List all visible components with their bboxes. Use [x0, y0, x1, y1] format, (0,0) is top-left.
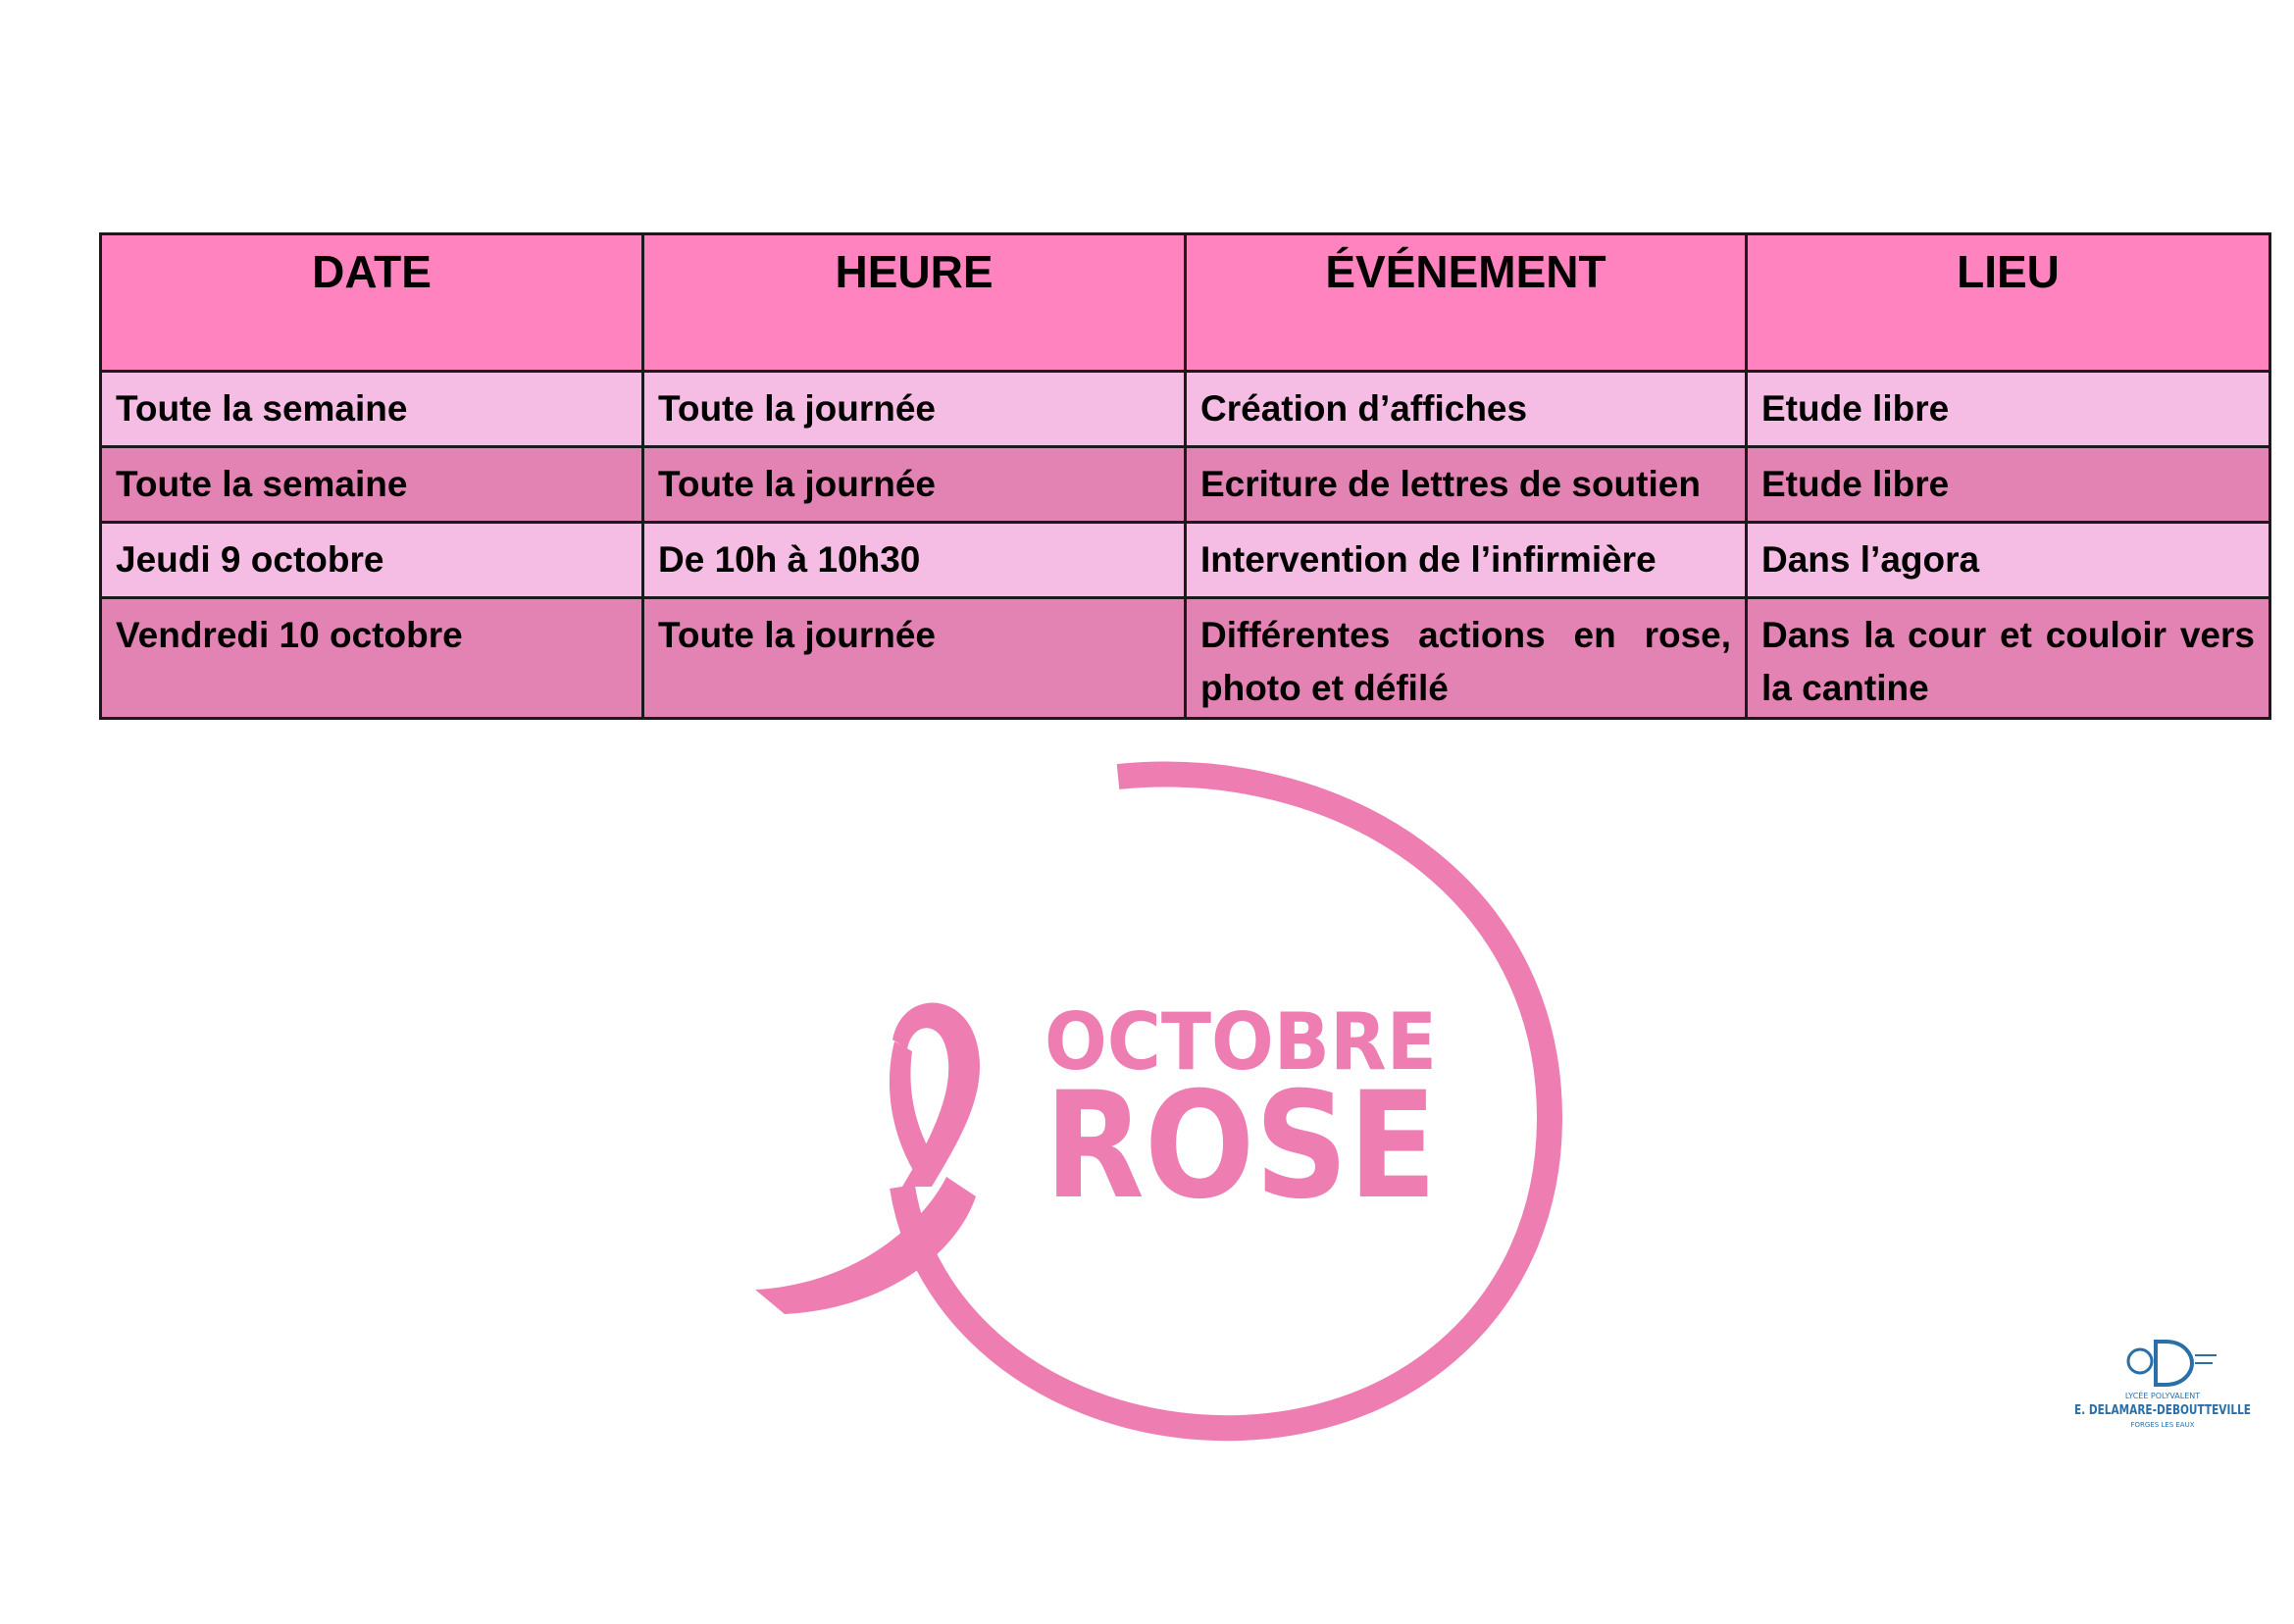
- cell-heure: Toute la journée: [643, 372, 1186, 447]
- school-logo-town: FORGES LES EAUX: [2130, 1421, 2195, 1429]
- cell-lieu: Etude libre: [1747, 372, 2270, 447]
- cell-date: Vendredi 10 octobre: [101, 598, 643, 719]
- cell-evenement: Ecriture de lettres de soutien: [1186, 447, 1747, 523]
- schedule-table: [99, 232, 2271, 720]
- header-date: DATE: [101, 234, 643, 372]
- logo-line-octobre: OCTOBRE: [1045, 996, 1437, 1088]
- table-row: [101, 523, 2270, 598]
- cell-heure: Toute la journée: [643, 598, 1186, 719]
- cell-lieu: Dans l’agora: [1747, 523, 2270, 598]
- table-row: [101, 447, 2270, 523]
- cell-lieu: Etude libre: [1747, 447, 2270, 523]
- school-logo: [2069, 1334, 2256, 1442]
- header-heure: HEURE: [643, 234, 1186, 372]
- school-logo-name: E. DELAMARE-DEBOUTTEVILLE: [2074, 1403, 2251, 1418]
- cell-evenement: Différentes actions en rose, photo et défilé: [1186, 598, 1747, 719]
- school-crest-icon: [2069, 1334, 2256, 1442]
- table-row: [101, 372, 2270, 447]
- cell-lieu: Dans la cour et couloir vers la cantine: [1747, 598, 2270, 719]
- cell-heure: Toute la journée: [643, 447, 1186, 523]
- header-lieu: LIEU: [1747, 234, 2270, 372]
- cell-evenement: Création d’affiches: [1186, 372, 1747, 447]
- table-row: [101, 598, 2270, 719]
- school-logo-subtitle: LYCÉE POLYVALENT: [2124, 1392, 2201, 1400]
- logo-line-rose: ROSE: [1045, 1061, 1437, 1232]
- table-header-row: [101, 234, 2270, 372]
- cell-heure: De 10h à 10h30: [643, 523, 1186, 598]
- cell-date: Toute la semaine: [101, 372, 643, 447]
- octobre-rose-logo: [745, 765, 1569, 1451]
- ribbon-left-leg: [890, 1041, 937, 1177]
- cell-date: Jeudi 9 octobre: [101, 523, 643, 598]
- header-evenement: ÉVÉNEMENT: [1186, 234, 1747, 372]
- pink-ribbon-icon: [745, 765, 1569, 1451]
- cell-date: Toute la semaine: [101, 447, 643, 523]
- cell-evenement: Intervention de l’infirmière: [1186, 523, 1747, 598]
